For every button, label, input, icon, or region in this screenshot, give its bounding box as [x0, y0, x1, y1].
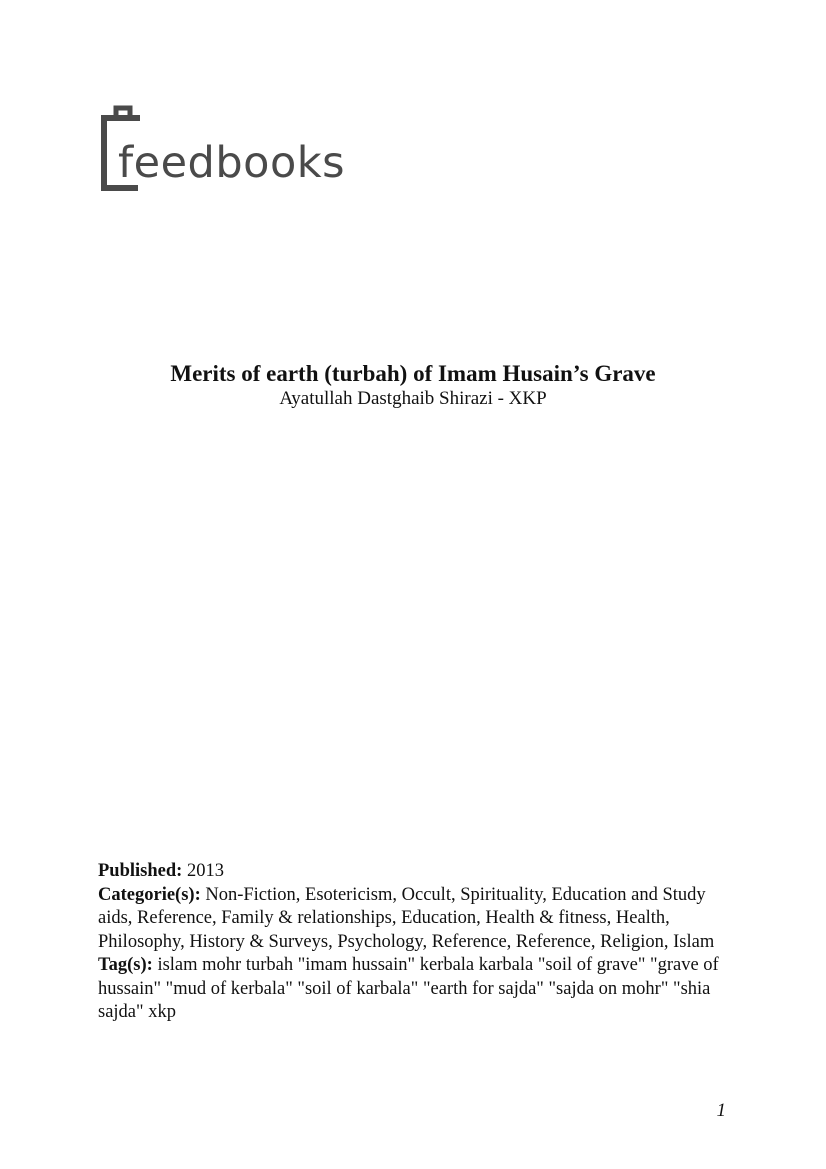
- book-author: Ayatullah Dastghaib Shirazi - XKP: [279, 388, 547, 409]
- tags-label: Tag(s):: [98, 955, 153, 975]
- published-label: Published:: [98, 861, 183, 881]
- categories-label: Categorie(s):: [98, 884, 201, 905]
- page-number: 1: [716, 1100, 726, 1121]
- categories-line: [98, 884, 738, 955]
- title-block: [60, 360, 766, 410]
- book-title: Merits of earth (turbah) of Imam Husain’s Grave: [170, 361, 656, 386]
- published-line: [98, 860, 738, 884]
- feedbooks-logo: [100, 100, 360, 192]
- tags-value: islam mohr turbah "imam hussain" kerbala karbala "soil of grave" "grave of hussain" "mud of kerbala" "soil of karbala" "earth for sajda" "sajda on mohr" "shia sajda" xkp: [98, 955, 719, 1022]
- book-metadata: [98, 860, 738, 1025]
- tags-line: [98, 954, 738, 1025]
- published-value: 2013: [186, 861, 224, 881]
- logo-wordmark: feedbooks: [118, 138, 346, 188]
- categories-value: Non-Fiction, Esotericism, Occult, Spirituality, Education and Study aids, Reference, Family & relationships, Education, Health & fitness, Health, Philosophy, History & Surveys, Psychology, Reference, Reference, Religion, Islam: [98, 884, 715, 952]
